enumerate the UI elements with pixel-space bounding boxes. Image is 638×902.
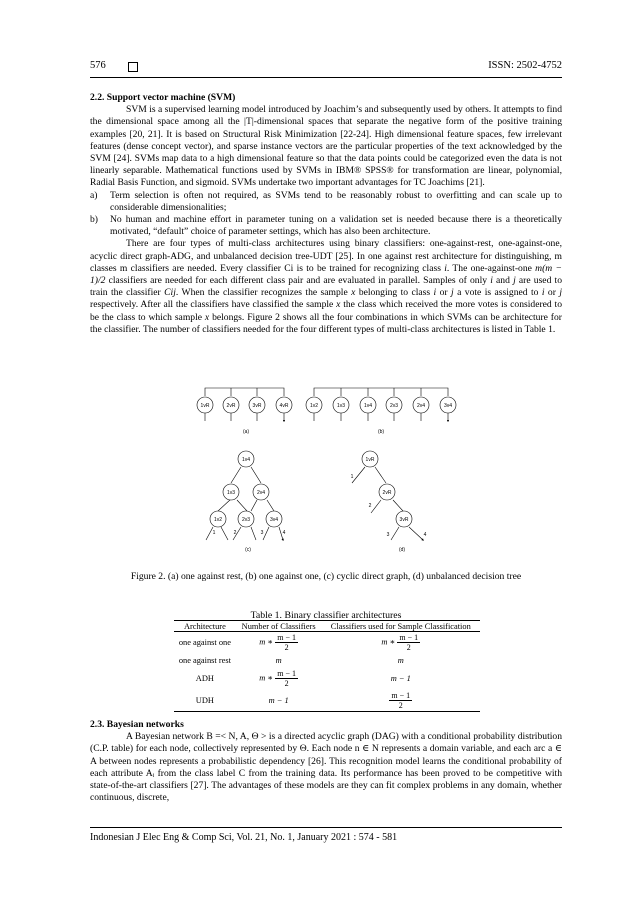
figure-caption: Figure 2. (a) one against rest, (b) one against one, (c) cyclic direct graph, (d) unbalanced decision tree bbox=[130, 571, 522, 582]
section-bayesian bbox=[90, 719, 562, 804]
list-marker: a) bbox=[90, 189, 98, 201]
table-row: one against rest m m bbox=[178, 656, 404, 665]
svg-text:2v3: 2v3 bbox=[241, 517, 251, 523]
issn: ISSN: 2502-4752 bbox=[488, 60, 562, 71]
svg-text:(c): (c) bbox=[245, 547, 251, 553]
svg-text:1v3: 1v3 bbox=[226, 490, 236, 496]
svg-text:3v4: 3v4 bbox=[269, 517, 279, 523]
list-item bbox=[90, 214, 562, 238]
svg-text:4vR: 4vR bbox=[279, 403, 289, 409]
svg-text:1v4: 1v4 bbox=[241, 457, 251, 463]
svg-text:3: 3 bbox=[386, 532, 390, 538]
paragraph: A Bayesian network B =< N, A, Θ > is a directed acyclic graph (DAG) with a conditional probability distribution (C.P. table) for each node, collectively represented by Θ. Each node n ∈ N represents a domain variable, and each arc a ∈ A between nodes represents a probabilistic dependency [26]. This recognition model learns the conditional probability of each attribute Aᵢ from the class label C from the training data. Its performance has been proved to be competitive with state-of-the-art classifiers [27]. The advantages of these models are they can fit complex problems in any domain, whether continuous, discrete, bbox=[90, 731, 562, 804]
svg-text:3v4: 3v4 bbox=[443, 403, 453, 409]
page-footer: Indonesian J Elec Eng & Comp Sci, Vol. 21, No. 1, January 2021 : 574 - 581 bbox=[90, 832, 398, 843]
svg-text:1: 1 bbox=[212, 530, 216, 536]
svg-text:2vR: 2vR bbox=[382, 490, 392, 496]
svg-text:2v4: 2v4 bbox=[256, 490, 266, 496]
svg-text:4: 4 bbox=[282, 530, 286, 536]
paragraph: There are four types of multi-class architectures using binary classifiers: one-against-rest, one-against-one, acyclic direct graph-ADG, and unbalanced decision tree-UDT [25]. In one against rest architecture for distinguishing, m classes m classifiers are needed. Every classifier Ci is to be trained for recognizing class i. The one-against-one m(m − 1)/2 classifiers are needed for each different class pair and are evaluated in parallel. Samples of only i and j are used to train the classifier Cij. When the classifier recognizes the sample x belonging to class i or j a vote is assigned to i or j respectively. After all the classifiers have classified the sample x the class which received the more votes is considered to be the class to which sample x belongs. Figure 2 shows all the four combinations in which SVMs can be architecture for the classifier. The number of classifiers needed for the four different types of multi-class architectures is listed in Table 1. bbox=[90, 238, 562, 335]
svg-text:3vR: 3vR bbox=[399, 517, 409, 523]
section-heading: 2.3. Bayesian networks bbox=[90, 719, 184, 730]
square-icon bbox=[128, 62, 138, 72]
table-row: one against one m ∗ $\frac{m - 1}{2}$ m ∗ $\frac{m - 1}{2}$ bbox=[178, 633, 419, 653]
svg-text:1vR: 1vR bbox=[200, 403, 210, 409]
footer-rule bbox=[90, 827, 562, 828]
svg-text:1v3: 1v3 bbox=[336, 403, 346, 409]
svg-text:2vR: 2vR bbox=[226, 403, 236, 409]
svg-text:2: 2 bbox=[368, 503, 372, 509]
table-row: ADH m ∗ $\frac{m - 1}{2}$ m − 1 bbox=[195, 669, 411, 688]
svg-text:(d): (d) bbox=[398, 547, 406, 553]
svg-text:1v2: 1v2 bbox=[309, 403, 319, 409]
figure-2-diagram bbox=[185, 380, 465, 558]
svg-text:3: 3 bbox=[260, 530, 264, 536]
page-number: 576 bbox=[90, 60, 106, 71]
svg-text:3vR: 3vR bbox=[252, 403, 262, 409]
table-title: Table 1. Binary classifier architectures bbox=[250, 610, 402, 621]
svg-text:2: 2 bbox=[233, 530, 237, 536]
table-1 bbox=[174, 620, 480, 712]
svg-text:4: 4 bbox=[423, 532, 427, 538]
page-header bbox=[90, 60, 562, 76]
section-heading: 2.2. Support vector machine (SVM) bbox=[90, 92, 236, 103]
list-item bbox=[90, 190, 562, 214]
section-svm bbox=[90, 92, 562, 336]
table-row: UDH m − 1 $\frac{m - 1}{2}$ bbox=[174, 690, 480, 712]
svg-text:1: 1 bbox=[350, 474, 354, 480]
list-text: Term selection is often not required, as SVMs tend to be reasonably robust to overfitting and can scale up to considerable dimensionalities; bbox=[110, 189, 562, 213]
list-text: No human and machine effort in parameter tuning on a validation set is needed because there is a theoretically motivated, “default” choice of parameter settings, which has also been architecture. bbox=[110, 214, 562, 238]
table-header-row: Architecture Number of Classifiers Classifiers used for Sample Classification bbox=[174, 621, 480, 632]
svg-text:1v4: 1v4 bbox=[363, 403, 373, 409]
svg-text:(b): (b) bbox=[377, 429, 385, 435]
svg-text:2v3: 2v3 bbox=[389, 403, 399, 409]
svg-text:(a): (a) bbox=[242, 429, 250, 435]
svg-text:1v2: 1v2 bbox=[213, 517, 223, 523]
list-marker: b) bbox=[90, 214, 98, 226]
header-rule bbox=[90, 77, 562, 78]
paragraph: SVM is a supervised learning model introduced by Joachim’s and subsequently used by others. It attempts to find the dimensional space among all the |T|-dimensional spaces that separate the negative form of the positive training examples [20, 21]. It is based on Structural Risk Minimization [22-24]. High dimensional feature spaces, few irrelevant features (dense concept vector), and sparse instance vectors are the particular properties of the text acknowledged by the SVM [24]. SVMs map data to a high dimensional feature so that the data points could be categorized even the data is not linearly separable. Mathematical functions used by SVMs in IBM® SPSS® for transformation are linear, polynomial, Radial Basis Function, and sigmoid. SVMs undertake two important advantages for TC Joachims [21]. bbox=[90, 104, 562, 189]
svg-text:2v4: 2v4 bbox=[416, 403, 426, 409]
svg-text:1vR: 1vR bbox=[365, 457, 375, 463]
